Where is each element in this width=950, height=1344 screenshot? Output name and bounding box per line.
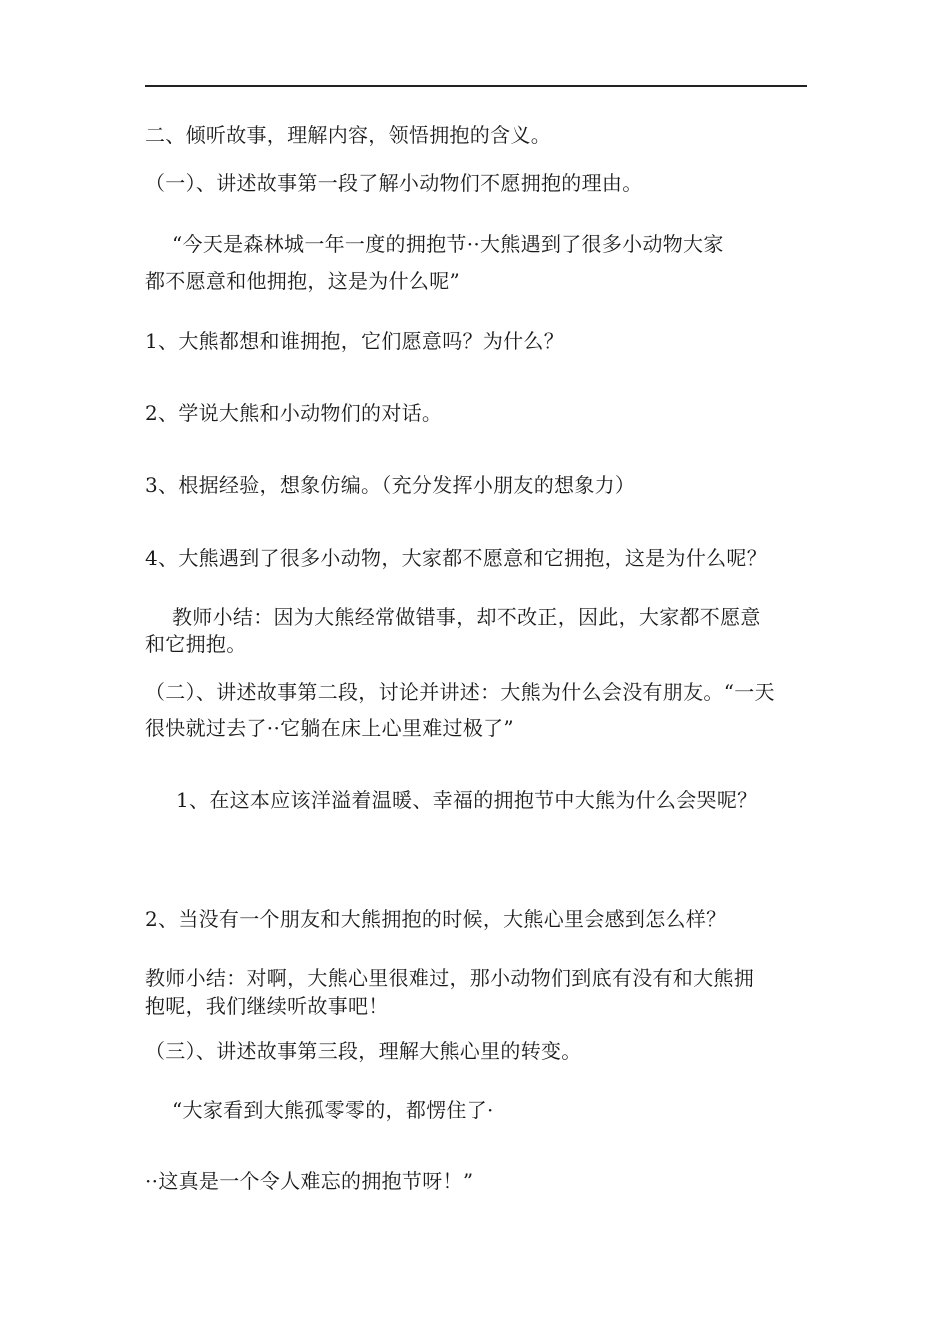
subsection-heading-3: （三）、讲述故事第三段，理解大熊心里的转变。 — [145, 1039, 582, 1063]
question-2: 2、学说大熊和小动物们的对话。 — [145, 401, 443, 425]
question-4: 4、大熊遇到了很多小动物，大家都不愿意和它拥抱，这是为什么呢？ — [145, 546, 768, 570]
question-2-1: 1、在这本应该洋溢着温暖、幸福的拥抱节中大熊为什么会哭呢？ — [176, 788, 758, 812]
story-quote-1-line-2: 都不愿意和他拥抱，这是为什么呢” — [145, 269, 461, 293]
story-quote-3-line-2: ··这真是一个令人难忘的拥抱节呀！” — [145, 1169, 474, 1193]
teacher-summary-1-line-1: 教师小结：因为大熊经常做错事，却不改正，因此，大家都不愿意 — [172, 605, 761, 629]
subsection-heading-2-line-1: （二）、讲述故事第二段，讨论并讲述：大熊为什么会没有朋友。“一天 — [145, 680, 775, 704]
question-2-2: 2、当没有一个朋友和大熊拥抱的时候，大熊心里会感到怎么样？ — [145, 907, 727, 931]
subsection-heading-1: （一）、讲述故事第一段了解小动物们不愿拥抱的理由。 — [145, 171, 643, 195]
teacher-summary-2-line-2: 抱呢，我们继续听故事吧！ — [145, 994, 389, 1018]
question-3: 3、根据经验，想象仿编。（充分发挥小朋友的想象力） — [145, 473, 636, 497]
teacher-summary-2-line-1: 教师小结：对啊，大熊心里很难过，那小动物们到底有没有和大熊拥 — [145, 966, 754, 990]
section-heading-2: 二、倾听故事，理解内容，领悟拥抱的含义。 — [145, 123, 551, 147]
story-quote-3-line-1: “大家看到大熊孤零零的，都愣住了· — [172, 1098, 494, 1122]
question-1: 1、大熊都想和谁拥抱，它们愿意吗？为什么？ — [145, 329, 565, 353]
header-rule — [145, 85, 807, 87]
subsection-heading-2-line-2: 很快就过去了··它躺在床上心里难过极了” — [145, 716, 514, 740]
teacher-summary-1-line-2: 和它拥抱。 — [145, 632, 247, 656]
story-quote-1-line-1: “今天是森林城一年一度的拥抱节··大熊遇到了很多小动物大家 — [172, 232, 724, 256]
